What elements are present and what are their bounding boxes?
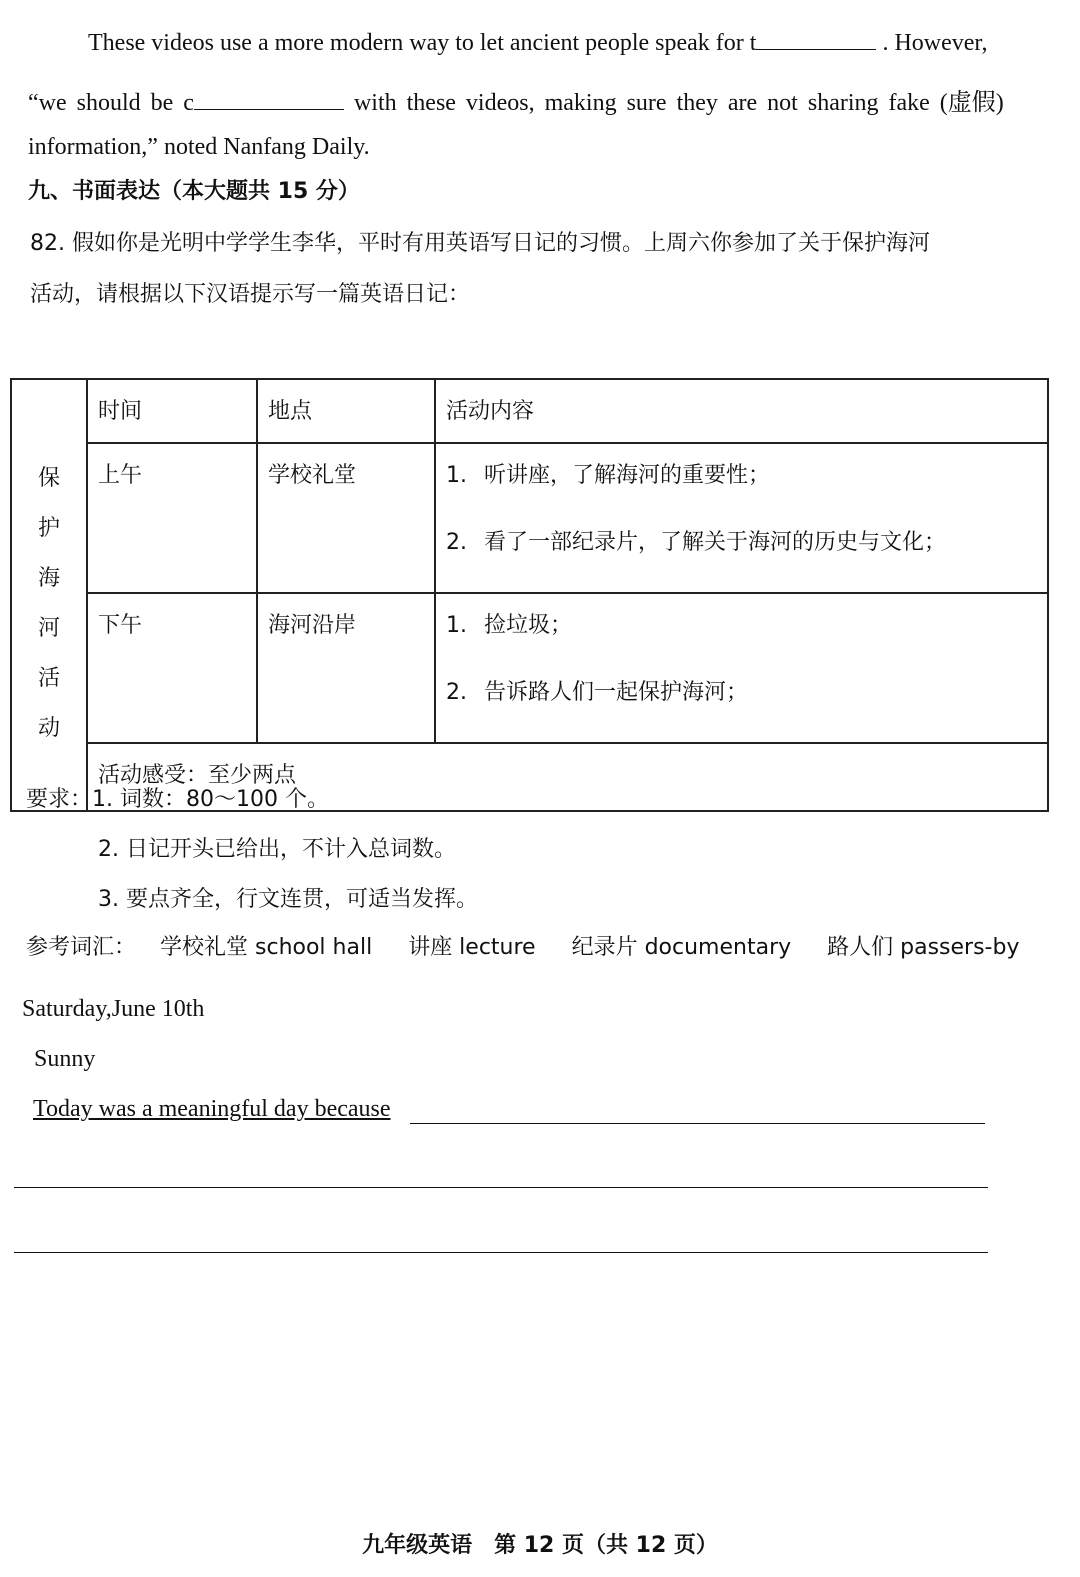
- reference-vocabulary: [26, 930, 1019, 961]
- reference-pair: 纪录片 documentary: [571, 935, 792, 960]
- row-time: 上午: [87, 443, 257, 593]
- list-item: 1. 捡垃圾；: [446, 613, 573, 638]
- row-time: 下午: [87, 593, 257, 743]
- writing-line[interactable]: [14, 1252, 988, 1253]
- diary-opening-text: Today was a meaningful day because: [33, 1096, 391, 1122]
- passage-line-1: [88, 30, 987, 57]
- side-label-char: 动: [37, 716, 60, 741]
- feeling-cell: 活动感受：至少两点: [87, 743, 1048, 811]
- passage-text: These videos use a more modern way to let ancient people speak for t: [88, 30, 757, 56]
- reference-pair: 路人们 passers-by: [827, 935, 1020, 960]
- reference-label: 参考词汇：: [26, 935, 137, 960]
- reference-pair: 讲座 lecture: [408, 935, 536, 960]
- side-label-char: 保: [37, 466, 60, 491]
- reference-pair: 学校礼堂 school hall: [160, 935, 373, 960]
- passage-line-3: information,” noted Nanfang Daily.: [28, 134, 370, 160]
- header-content: 活动内容: [435, 379, 1048, 443]
- writing-line[interactable]: [14, 1187, 988, 1188]
- answer-blank-c[interactable]: [194, 109, 344, 110]
- answer-blank-t[interactable]: [756, 49, 876, 50]
- section-title: 九、书面表达（本大题共 15 分）: [28, 179, 360, 204]
- row-place: 海河沿岸: [257, 593, 435, 743]
- passage-text: . However,: [882, 30, 988, 56]
- diary-date: Saturday,June 10th: [22, 996, 205, 1022]
- diary-opening: [33, 1096, 391, 1123]
- question-prompt-line-1: 82. 假如你是光明中学学生李华，平时有用英语写日记的习惯。上周六你参加了关于保护海河: [30, 231, 930, 256]
- row-content: [435, 443, 1048, 593]
- list-item: 1. 听讲座，了解海河的重要性；: [446, 463, 771, 488]
- requirement-2: 2. 日记开头已给出，不计入总词数。: [98, 837, 456, 862]
- diary-weather: Sunny: [34, 1046, 96, 1072]
- side-label-char: 河: [37, 616, 60, 641]
- requirement-3: 3. 要点齐全，行文连贯，可适当发挥。: [98, 887, 478, 912]
- requirement-1: 要求：1. 词数：80～100 个。: [26, 787, 329, 812]
- list-item: 2. 看了一部纪录片，了解关于海河的历史与文化；: [446, 530, 947, 555]
- table-row: [11, 443, 1048, 593]
- table-row: [11, 593, 1048, 743]
- passage-text: with these videos, making sure they are not sharing fake (虚假): [353, 90, 1004, 116]
- passage-line-2: [28, 82, 1004, 117]
- row-content: [435, 593, 1048, 743]
- header-place: 地点: [257, 379, 435, 443]
- page-footer: 九年级英语 第 12 页（共 12 页）: [362, 1533, 718, 1558]
- question-prompt-line-2: 活动，请根据以下汉语提示写一篇英语日记：: [30, 282, 471, 307]
- side-label-char: 活: [37, 666, 60, 691]
- header-time: 时间: [87, 379, 257, 443]
- side-label-char: 海: [37, 566, 60, 591]
- passage-text: “we should be c: [28, 90, 194, 116]
- writing-line[interactable]: [410, 1123, 985, 1124]
- side-label-char: 护: [37, 516, 60, 541]
- list-item: 2. 告诉路人们一起保护海河；: [446, 680, 749, 705]
- side-label-cell: [11, 379, 87, 811]
- activity-table: [10, 378, 1049, 812]
- row-place: 学校礼堂: [257, 443, 435, 593]
